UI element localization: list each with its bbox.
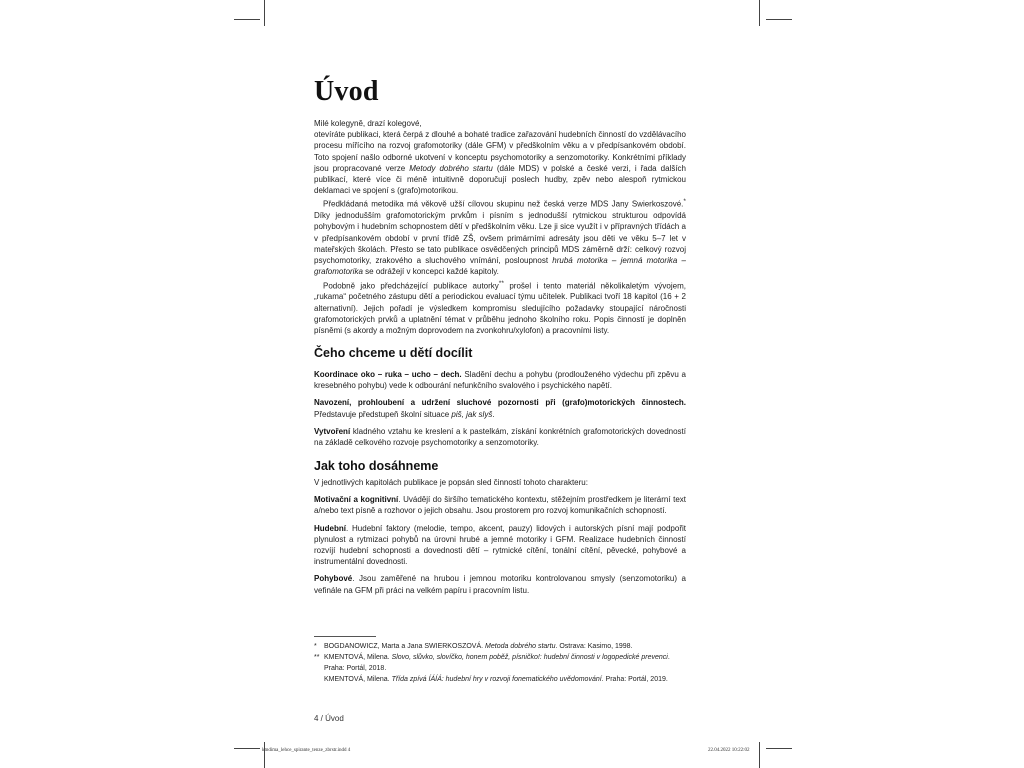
print-slug-filename: kmdima_lehce_spirante_tenze_zbrstr.indd 4 bbox=[262, 748, 351, 753]
method-item: Hudební. Hudební faktory (melodie, tempo, akcent, pauzy) lidových i autorských písní mají podpořit plynulost a rytmizaci pohybů na úrovni hrubé a jemné motoriky i GFM. Realizace hudebních činností rozvíjí hudební schopnosti a dovednosti dětí – rytmické cítění, tonální cítění, pěvecké, pohybové a instrumentální dovednosti. bbox=[314, 523, 686, 567]
crop-mark bbox=[766, 19, 792, 20]
crop-mark bbox=[264, 0, 265, 26]
footnote-rule bbox=[314, 636, 376, 637]
footnote: KMENTOVÁ, Milena. Třída zpívá ÍÁÍÁ: hudební hry v rozvoji fonematického uvědomování. Praha: Portál, 2019. bbox=[324, 676, 668, 683]
footnotes bbox=[314, 641, 686, 685]
method-item: Motivační a kognitivní. Uvádějí do širšího tematického kontextu, stěžejním prostředkem je literární text a/nebo text písně a rozhovor o jejich obsahu. Jsou prostorem pro rozvoj komunikačních schopností. bbox=[314, 495, 687, 516]
document-page bbox=[314, 0, 686, 768]
greeting: Milé kolegyně, drazí kolegové, bbox=[314, 119, 422, 128]
method-item: Pohybové. Jsou zaměřené na hrubou i jemnou motoriku kontrolovanou smysly (senzomotoriku) a vefinále na GFM při práci na velkém papíru i pracovním listu. bbox=[314, 574, 686, 595]
page-title: Úvod bbox=[314, 76, 379, 107]
crop-mark bbox=[759, 742, 760, 768]
methods-list bbox=[314, 477, 686, 596]
footnote: ** KMENTOVÁ, Milena. Slovo, slůvko, slovíčko, honem poběž, písničko!: hudební činnosti v logopedické prevenci. Praha: Portál, 2018. bbox=[314, 654, 670, 672]
crop-mark bbox=[234, 19, 260, 20]
goal-item: Navození, prohloubení a udržení sluchové pozornosti při (grafo)motorických činnostech. Představuje předstupeň školní situace piš, jak slyš. bbox=[314, 398, 686, 419]
section-heading-methods: Jak toho dosáhneme bbox=[314, 459, 439, 473]
goal-item: Vytvoření kladného vztahu ke kreslení a k pastelkám, získání konkrétních grafomotorických dovedností na základě celkového rozvoje psychomotoriky a senzomotoriky. bbox=[314, 426, 686, 448]
crop-mark bbox=[759, 0, 760, 26]
goals-list bbox=[314, 369, 686, 448]
methods-lead: V jednotlivých kapitolách publikace je popsán sled činností tohoto charakteru: bbox=[314, 478, 588, 487]
crop-mark bbox=[766, 748, 792, 749]
crop-mark bbox=[264, 742, 265, 768]
intro-section bbox=[314, 118, 686, 336]
crop-mark bbox=[234, 748, 260, 749]
intro-paragraph-2: Předkládaná metodika má věkově užší cílovou skupinu než česká verze MDS Jany Swierkoszové.* Díky jednodušším grafomotorickým prvkům i písním s jednodušší rytmickou strukturou odpovídá pohybovým i hudebním schopnostem dětí v předškolním věku. Lze ji sice využít i v přípravných třídách a v předpísankovém období v první třídě ZŠ, ovšem primárními adresáty jsou děti ve věku 5–7 let v mateřských školách. Přesto se tato publikace osvědčených principů MDS záměrně drží: celkový rozvoj psychomotoriky, zrakového a sluchového vnímání, posloupnost hrubá motorika – jemná motorika – grafomotorika se odrážejí v koncepci každé kapitoly. bbox=[314, 198, 686, 277]
print-slug-timestamp: 22.04.2022 10:22:02 bbox=[708, 748, 750, 753]
goal-item: Koordinace oko – ruka – ucho – dech. Sladění dechu a pohybu (prodlouženého výdechu při zpěvu a kresebného pohybu) vede k odbourání nefunkčního svalového i psychického napětí. bbox=[314, 370, 686, 391]
intro-paragraph-3: Podobně jako předcházející publikace autorky** prošel i tento materiál několikaletým vývojem, „rukama“ početného zástupu dětí a periodickou evaluací týmu učitelek. Publikaci tvoří 18 kapitol (16 + 2 alternativní). Jejich pořadí je výsledkem kompromisu sledujícího požadavky stoupající náročnosti grafomotorických prvků a uplatnění témat v průběhu jednoho školního roku. Popis činností je doplněn písněmi (s akordy a možným doprovodem na zvonkohru/xylofon) a pracovními listy. bbox=[314, 279, 686, 335]
intro-paragraph-1: otevíráte publikaci, která čerpá z dlouhé a bohaté tradice zařazování hudebních činností do vzdělávacího procesu mířícího na rozvoj grafomotoriky (dále GFM) v předškolním věku a v předpísankovém období. Toto spojení našlo odborné ukotvení v konceptu psychomotoriky a senzomotoriky. Konkrétními příklady jsou propracované verze Metody dobrého startu (dále MDS) v polské a české verzi, i řada dalších publikací, které více či méně intuitivně doporučují poslech hudby, zpěv nebo alespoň rytmickou deklamaci ve spojení s (grafo)motorikou. bbox=[314, 130, 686, 196]
page-folio: 4 / Úvod bbox=[314, 714, 344, 723]
footnote: * BOGDANOWICZ, Marta a Jana SWIERKOSZOVÁ. Metoda dobrého startu. Ostrava: Kasimo, 1998. bbox=[314, 643, 633, 650]
section-heading-goals: Čeho chceme u dětí docílit bbox=[314, 346, 473, 360]
